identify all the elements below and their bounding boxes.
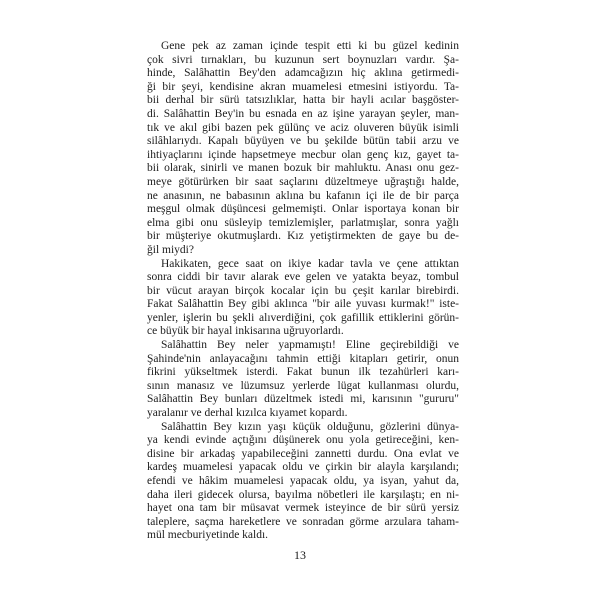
paragraph <box>147 421 459 543</box>
text-line: bir müşteriye okutmuşlardı. Kız yetiştirmekten de gaye bu de- <box>147 230 459 243</box>
text-line: disine bir arkadaş yapabileceğini zannetti durdu. Ona evlat ve <box>147 447 459 460</box>
text-line: ne anasının, ne babasının aklına bu kafanın içi ile de bir parça <box>147 189 459 202</box>
text-line: ce büyük bir hayal inkisarına uğruyorlardı. <box>147 325 344 338</box>
text-line: taleplere, saçma hareketlere ve sonradan görme arzulara taham- <box>147 515 459 528</box>
body-text <box>147 40 459 543</box>
text-line: sonra ciddi bir tavır alarak eve gelen ve yatakta beyaz, tombul <box>147 271 459 284</box>
text-line: çok sivri tırnakları, bu kuzunun sert boynuzları vardır. Şa- <box>147 53 459 66</box>
text-line: Gene pek az zaman içinde tespit etti ki bu güzel kedinin <box>161 40 459 52</box>
text-line: daha ileri gidecek olursa, bayılma nöbetleri ile karşılaştı; en ni- <box>147 488 459 501</box>
text-line: meşgul olmak düşüncesi gelmemişti. Onlar isportaya konan bir <box>147 203 459 216</box>
text-line: Salâhattin Bey kızın yaşı küçük olduğunu, gözlerini dünya- <box>161 420 459 433</box>
paragraph <box>147 339 459 421</box>
text-line: tık ve akıl gibi bazen pek gülünç ve aciz oluveren büyük isimli <box>147 121 459 134</box>
text-line: elma gibi onu süsleyip temizlemişler, parlatmışlar, sonra yağlı <box>147 216 459 229</box>
text-line: efendi ve hâkim muamelesi yapacak oldu, ya isyan, yahut da, <box>147 475 459 487</box>
text-line: bir vücut arayan birçok kocalar için bu çeşit karılar birebirdi. <box>147 284 459 297</box>
text-line: Salâhattin Bey neler yapmamıştı! Eline geçirebildiği ve <box>161 339 459 352</box>
text-line: fikrini yükseltmek isterdi. Fakat bunun ilk tezahürleri karı- <box>147 366 459 379</box>
text-line: Şahinde'nin anlayacağını tahmin ettiği kitapları getirir, onun <box>147 352 459 365</box>
text-line: mül mecburiyetinde kaldı. <box>147 529 269 542</box>
text-line: sının manasız ve lüzumsuz yerlerde lügat kullanması olurdu, <box>147 379 459 392</box>
paragraph <box>147 40 459 258</box>
text-line: hinde, Salâhattin Bey'den adamcağızın hiç aklına getirmedi- <box>147 67 459 80</box>
text-line: silâhlarıydı. Kapalı büyüyen ve bu şekilde bütün tabii arzu ve <box>147 135 459 148</box>
text-line: kardeş muamelesi yapacak oldu ve çirkin bir alayla karşılandı; <box>147 461 459 474</box>
text-line: ihtiyaçlarını içinde hapsetmeye mecbur olan genç kız, gayet ta- <box>147 148 459 161</box>
text-line: di. Salâhattin Bey'in bu esnada en az işine yarayan şeyler, man- <box>147 107 459 120</box>
text-line: Salâhattin Bey bunları düzeltmek istedi mi, karısının "gururu" <box>147 393 459 406</box>
text-line: hayet ona tam bir müsavat vermek isteyince de bir sürü yersiz <box>147 502 459 515</box>
page-number: 13 <box>294 548 306 562</box>
text-line: Fakat Salâhattin Bey gibi aklınca "bir aile yuvası kurmak!" iste- <box>147 298 459 311</box>
text-line: yenler, işlerin bu şekli alıverdiğini, çok gafillik ettiklerini görün- <box>147 311 459 324</box>
text-line: meye götürürken bir saat saçlarını düzeltmeye uğraştığı halde, <box>147 175 459 188</box>
text-line: ğil miydi? <box>147 243 194 256</box>
text-line: bii derhal bir sürü tatsızlıklar, hatta bir hayli acılar başgöster- <box>147 94 459 107</box>
text-line: ği bir şeyi, kendisine akran muamelesi etmesini istiyordu. Ta- <box>147 80 459 93</box>
text-line: ya kendi evinde açtığını düşünerek onu yola getireceğini, ken- <box>147 434 459 447</box>
text-line: yaralanır ve derhal kızılca kıyamet kopardı. <box>147 407 348 420</box>
text-line: Hakikaten, gece saat on ikiye kadar tavla ve çene attıktan <box>161 257 459 270</box>
text-line: bii olarak, sinirli ve manen bozuk bir mahluktu. Anası onu gez- <box>147 162 459 175</box>
paragraph <box>147 258 459 340</box>
